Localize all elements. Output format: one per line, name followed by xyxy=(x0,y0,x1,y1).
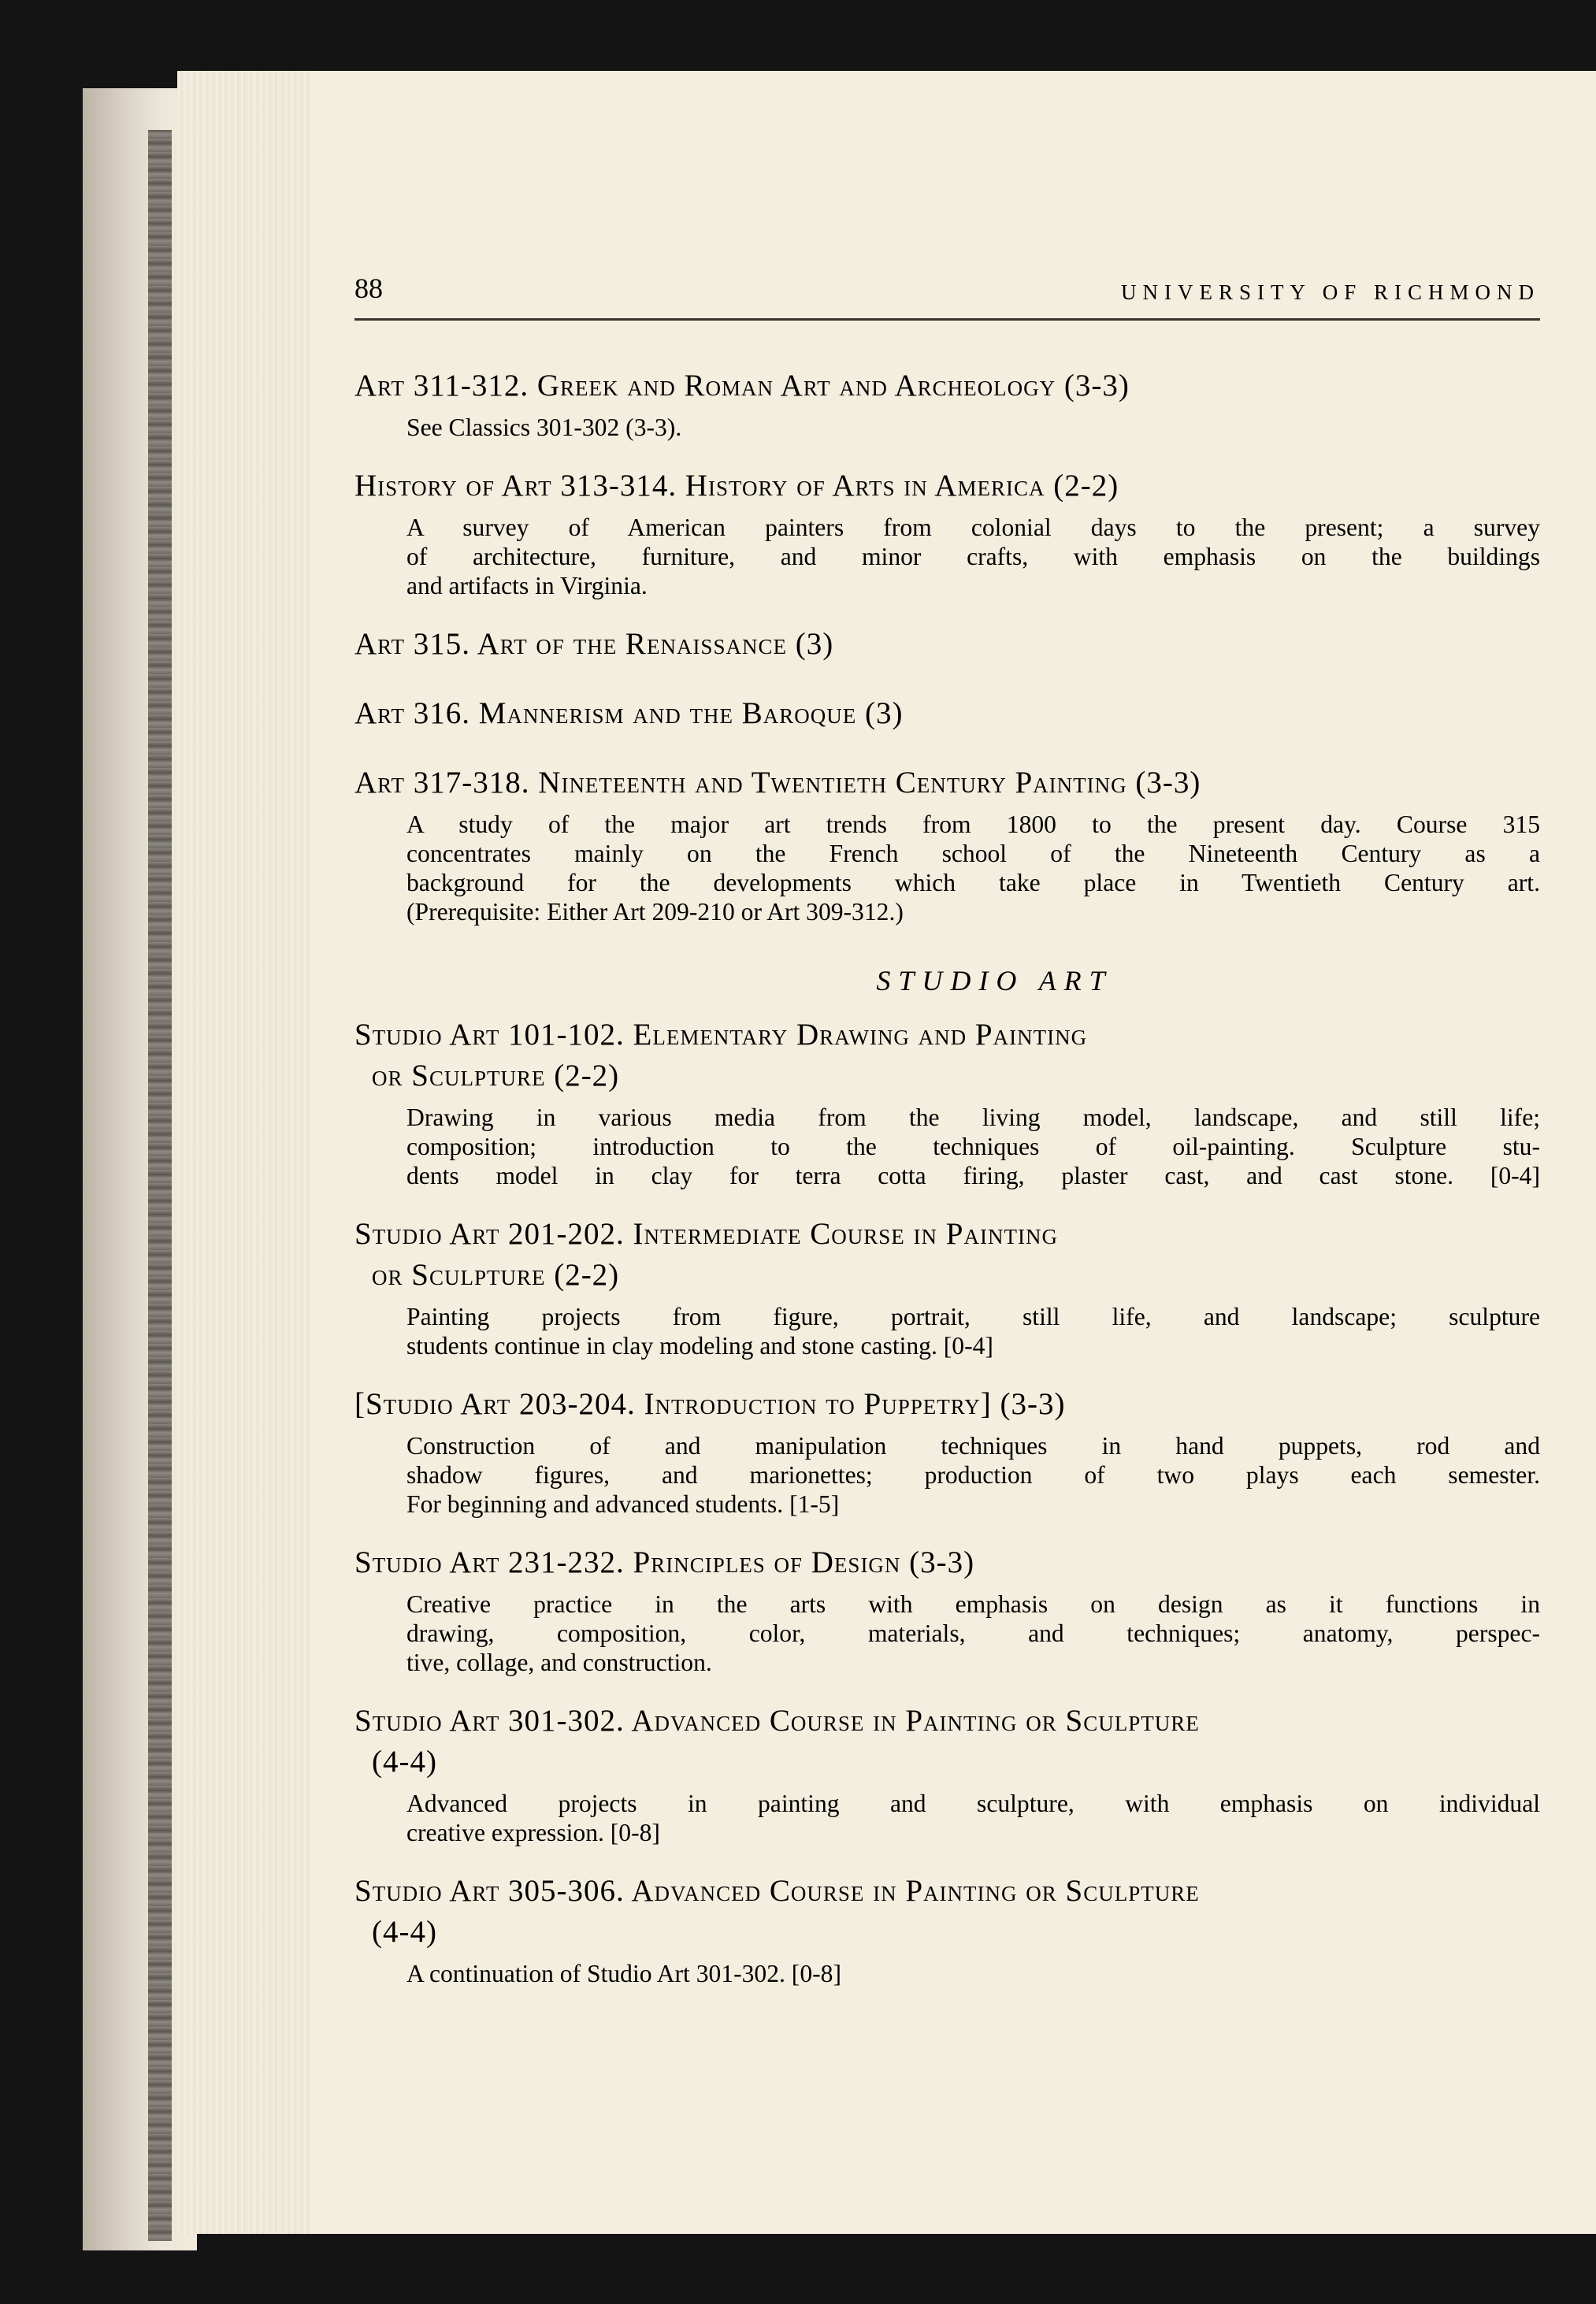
course-entry xyxy=(354,1214,1540,1360)
course-title: Studio Art 305-306. Advanced Course in Painting or Sculpture xyxy=(354,1874,1200,1908)
description-line: students continue in clay modeling and stone casting. [0-4] xyxy=(406,1332,993,1360)
course-entry xyxy=(354,466,1540,600)
course-title: Art 317-318. Nineteenth and Twentieth Century Painting (3-3) xyxy=(354,766,1201,800)
description-line: dents model in clay for terra cotta firing, plaster cast, and cast stone. [0-4] xyxy=(406,1162,1540,1189)
description-line: of architecture, furniture, and minor crafts, with emphasis on the buildings xyxy=(406,543,1540,570)
course-title: Studio Art 101-102. Elementary Drawing and Painting xyxy=(354,1018,1088,1052)
course-title: Art 316. Mannerism and the Baroque (3) xyxy=(354,696,904,730)
page-number: 88 xyxy=(354,273,383,304)
description-line: and artifacts in Virginia. xyxy=(406,572,648,599)
course-title: History of Art 313-314. History of Arts in America (2-2) xyxy=(354,469,1119,503)
description-line: creative expression. [0-8] xyxy=(406,1819,660,1846)
description-line: A study of the major art trends from 1800 to the present day. Course 315 xyxy=(406,811,1540,838)
course-description xyxy=(354,1959,1540,1988)
course-entry xyxy=(354,1384,1540,1519)
description-line: shadow figures, and marionettes; production of two plays each semester. xyxy=(406,1461,1540,1489)
description-line: background for the developments which take place in Twentieth Century art. xyxy=(406,869,1540,896)
course-entry xyxy=(354,1701,1540,1847)
course-title: [Studio Art 203-204. Introduction to Puppetry] (3-3) xyxy=(354,1387,1066,1421)
section-heading: STUDIO ART xyxy=(876,965,1113,996)
description-line: Drawing in various media from the living model, landscape, and still life; xyxy=(406,1104,1540,1131)
course-entry xyxy=(354,1015,1540,1190)
description-line: drawing, composition, color, materials, and techniques; anatomy, perspec- xyxy=(406,1619,1540,1647)
course-description xyxy=(354,1789,1540,1847)
course-description xyxy=(354,413,1540,442)
description-line: See Classics 301-302 (3-3). xyxy=(406,414,682,441)
course-title-continuation: (4-4) xyxy=(372,1915,437,1949)
course-title-continuation: or Sculpture (2-2) xyxy=(372,1059,620,1093)
course-entry xyxy=(354,693,1540,734)
description-line: tive, collage, and construction. xyxy=(406,1649,712,1676)
description-line: concentrates mainly on the French school of the Nineteenth Century as a xyxy=(406,840,1540,867)
page-content xyxy=(354,365,1540,2012)
book-cover-board xyxy=(148,130,172,2241)
course-entry xyxy=(354,762,1540,926)
description-line: Painting projects from figure, portrait, still life, and landscape; sculpture xyxy=(406,1303,1540,1330)
description-line: Construction of and manipulation techniques in hand puppets, rod and xyxy=(406,1432,1540,1460)
course-title: Art 311-312. Greek and Roman Art and Archeology (3-3) xyxy=(354,369,1130,403)
course-entry xyxy=(354,624,1540,665)
description-line: Advanced projects in painting and sculpture, with emphasis on individual xyxy=(406,1790,1540,1817)
description-line: A survey of American painters from colonial days to the present; a survey xyxy=(406,514,1540,541)
description-line: A continuation of Studio Art 301-302. [0-8] xyxy=(406,1960,841,1987)
course-title-continuation: or Sculpture (2-2) xyxy=(372,1258,620,1292)
description-line: composition; introduction to the techniques of oil-painting. Sculpture stu- xyxy=(406,1133,1540,1160)
course-title: Art 315. Art of the Renaissance (3) xyxy=(354,627,834,661)
course-description xyxy=(354,513,1540,600)
course-title: Studio Art 301-302. Advanced Course in Painting or Sculpture xyxy=(354,1704,1200,1738)
description-line: Creative practice in the arts with emphasis on design as it functions in xyxy=(406,1590,1540,1618)
course-entry xyxy=(354,1871,1540,1988)
course-description xyxy=(354,1302,1540,1360)
running-head xyxy=(354,200,1540,321)
description-line: For beginning and advanced students. [1-5] xyxy=(406,1490,840,1518)
course-description xyxy=(354,1431,1540,1519)
course-title: Studio Art 201-202. Intermediate Course in Painting xyxy=(354,1217,1058,1251)
course-title-continuation: (4-4) xyxy=(372,1745,437,1779)
description-line: (Prerequisite: Either Art 209-210 or Art 309-312.) xyxy=(406,898,904,926)
course-description xyxy=(354,1103,1540,1190)
course-title: Studio Art 231-232. Principles of Design (3-3) xyxy=(354,1545,975,1579)
page-fore-edge xyxy=(177,71,311,2234)
course-entry xyxy=(354,365,1540,442)
course-entry xyxy=(354,1542,1540,1677)
course-description xyxy=(354,1590,1540,1677)
course-description xyxy=(354,810,1540,926)
header-title: UNIVERSITY OF RICHMOND xyxy=(1120,280,1540,304)
